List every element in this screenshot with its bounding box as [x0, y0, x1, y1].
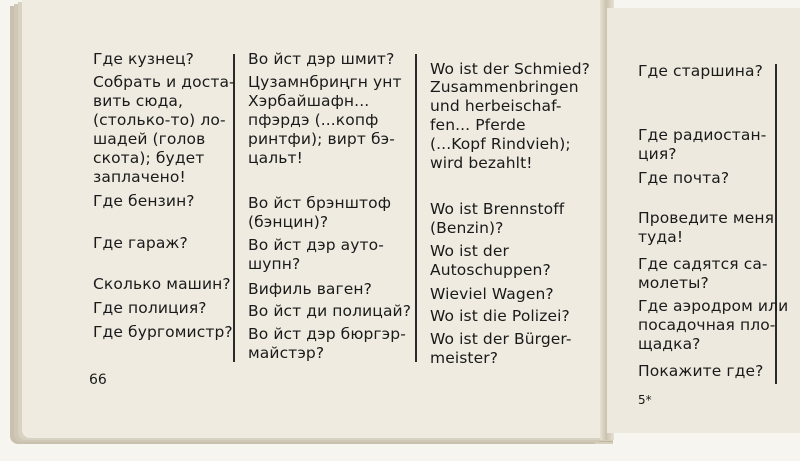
phrase-entry: [248, 73, 402, 168]
phrase-line: Где аэродром или: [638, 297, 789, 315]
phrase-line: Во йст брэнштоф: [248, 194, 392, 212]
phrase-line: Где радиостан-: [638, 126, 767, 144]
phrase-line: Autoschuppen?: [430, 261, 551, 279]
phrase-line: шупн?: [248, 255, 301, 273]
phrase-line: Собрать и доста-: [93, 73, 235, 91]
column-divider-2: [415, 54, 417, 362]
phrase-line: Где старшина?: [638, 62, 763, 80]
phrase-entry: [93, 50, 194, 69]
phrase-line: Wo ist der Schmied?: [430, 60, 590, 78]
phrase-line: (Benzin)?: [430, 219, 504, 237]
phrase-line: (столько-то) ло-: [93, 111, 226, 129]
phrase-entry: [430, 285, 554, 304]
phrase-entry: [430, 307, 570, 326]
phrase-line: meister?: [430, 349, 499, 367]
phrase-entry: [93, 234, 188, 253]
phrase-line: Где кузнец?: [93, 50, 194, 68]
phrase-line: (...Kopf Rindvieh);: [430, 135, 571, 153]
phrase-entry: [248, 50, 394, 69]
phrase-line: Сколько машин?: [93, 275, 231, 293]
phrase-line: майстэр?: [248, 344, 325, 362]
phrase-line: Во йст дэр бюргэр-: [248, 325, 406, 343]
phrase-line: посадочная пло-: [638, 316, 776, 334]
phrase-line: Wo ist der: [430, 242, 509, 260]
phrase-line: пфэрдэ (...копф: [248, 111, 379, 129]
phrase-entry: [638, 62, 763, 81]
phrase-line: щадка?: [638, 335, 701, 353]
phrase-entry: [638, 126, 766, 164]
phrase-line: Проведите меня: [638, 209, 775, 227]
phrase-line: Где бургомистр?: [93, 323, 233, 341]
phrase-entry: [248, 325, 406, 363]
phrase-line: цальт!: [248, 149, 303, 167]
phrase-entry: [248, 302, 411, 321]
phrase-entry: [248, 280, 372, 299]
phrase-line: Покажите где?: [638, 362, 764, 380]
phrase-line: Где полиция?: [93, 299, 207, 317]
phrase-entry: [93, 192, 195, 211]
signature-mark: 5*: [638, 393, 652, 407]
phrase-line: ция?: [638, 145, 677, 163]
phrase-line: туда!: [638, 228, 684, 246]
phrase-line: Wieviel Wagen?: [430, 285, 554, 303]
phrase-line: Wo ist Brennstoff: [430, 200, 565, 218]
phrase-entry: [430, 330, 572, 368]
phrase-entry: [248, 236, 384, 274]
phrase-line: Wo ist die Polizei?: [430, 307, 570, 325]
page-number: 66: [89, 372, 107, 388]
phrase-line: молеты?: [638, 274, 709, 292]
phrase-line: Во йст ди полицай?: [248, 302, 412, 320]
phrase-entry: [430, 60, 590, 79]
phrase-line: ринтфи); вирт бэ-: [248, 130, 395, 148]
phrase-line: Где почта?: [638, 169, 730, 187]
phrase-line: Где садятся са-: [638, 255, 768, 273]
phrase-line: Где гараж?: [93, 234, 188, 252]
phrase-entry: [638, 209, 774, 247]
phrase-line: Во йст дэр ауто-: [248, 236, 384, 254]
phrase-entry: [93, 299, 207, 318]
phrase-entry: [638, 362, 763, 381]
phrase-line: Цузамнбриңгн унт: [248, 73, 402, 91]
phrase-entry: [430, 200, 564, 238]
phrase-entry: [93, 323, 233, 342]
phrase-line: fen... Pferde: [430, 116, 526, 134]
phrase-line: Wo ist der Bürger-: [430, 330, 572, 348]
phrase-line: Zusammenbringen: [430, 78, 579, 96]
phrase-line: Во йст дэр шмит?: [248, 50, 395, 68]
phrase-line: wird bezahlt!: [430, 154, 533, 172]
phrase-line: скота); будет: [93, 149, 205, 167]
phrase-line: Хэрбайшафн...: [248, 92, 370, 110]
phrase-line: заплачено!: [93, 168, 186, 186]
phrase-line: Вифиль ваген?: [248, 280, 372, 298]
phrase-entry: [430, 242, 551, 280]
phrase-entry: [638, 255, 768, 293]
phrase-entry: [93, 73, 235, 187]
phrase-entry: [248, 194, 391, 232]
phrase-entry: [638, 169, 729, 188]
phrase-entry: [93, 275, 231, 294]
phrase-line: Где бензин?: [93, 192, 195, 210]
phrase-line: шадей (голов: [93, 130, 206, 148]
phrase-line: вить сюда,: [93, 92, 184, 110]
phrase-entry: [638, 297, 788, 354]
phrase-line: (бэнцин)?: [248, 213, 329, 231]
phrase-entry: [430, 78, 579, 173]
phrase-line: und herbeischaf-: [430, 97, 562, 115]
